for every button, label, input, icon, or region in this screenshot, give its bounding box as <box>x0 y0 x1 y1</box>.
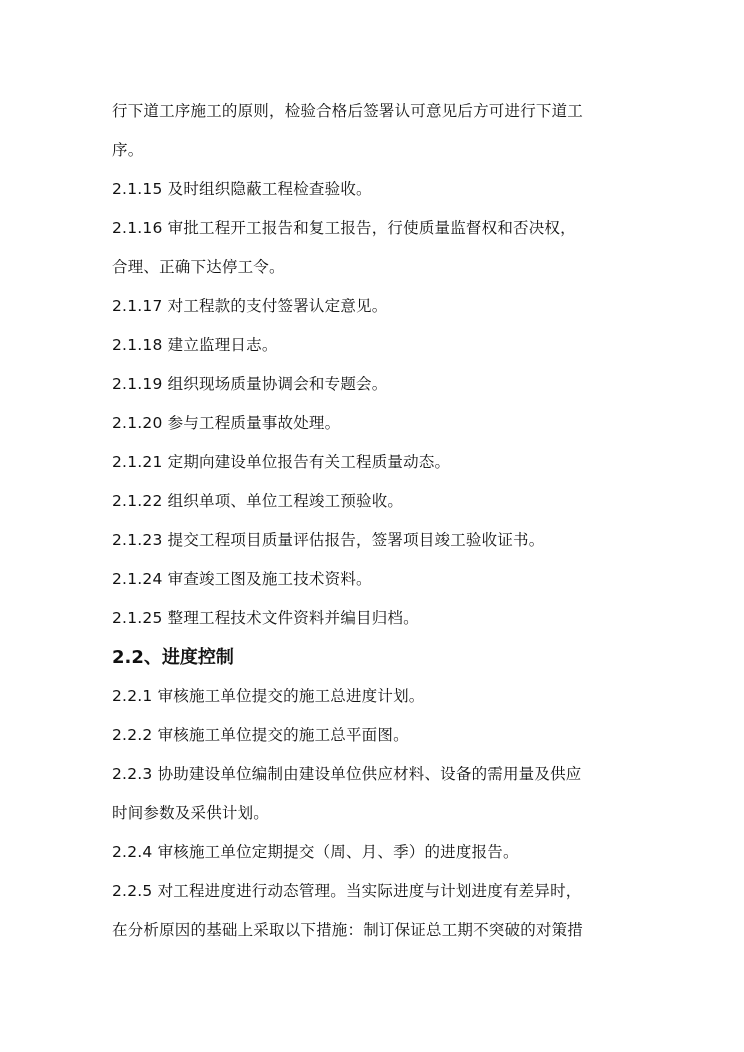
clause-2-2-5: 2.2.5 对工程进度进行动态管理。当实际进度与计划进度有差异时， <box>112 882 582 900</box>
paragraph-line: 在分析原因的基础上采取以下措施：制订保证总工期不突破的对策措 <box>112 921 584 939</box>
clause-2-1-16: 2.1.16 审批工程开工报告和复工报告，行使质量监督权和否决权， <box>112 219 576 237</box>
clause-2-1-19: 2.1.19 组织现场质量协调会和专题会。 <box>112 375 388 393</box>
clause-2-1-18: 2.1.18 建立监理日志。 <box>112 336 278 354</box>
clause-2-2-4: 2.2.4 审核施工单位定期提交（周、月、季）的进度报告。 <box>112 843 519 861</box>
clause-2-1-17: 2.1.17 对工程款的支付签署认定意见。 <box>112 297 388 315</box>
clause-2-2-3: 2.2.3 协助建设单位编制由建设单位供应材料、设备的需用量及供应 <box>112 765 582 783</box>
clause-2-2-2: 2.2.2 审核施工单位提交的施工总平面图。 <box>112 726 409 744</box>
clause-2-1-24: 2.1.24 审查竣工图及施工技术资料。 <box>112 570 372 588</box>
section-heading: 2.2、进度控制 <box>112 647 234 668</box>
clause-2-1-23: 2.1.23 提交工程项目质量评估报告，签署项目竣工验收证书。 <box>112 531 545 549</box>
clause-2-1-15: 2.1.15 及时组织隐蔽工程检查验收。 <box>112 180 372 198</box>
clause-2-1-21: 2.1.21 定期向建设单位报告有关工程质量动态。 <box>112 453 451 471</box>
clause-2-1-25: 2.1.25 整理工程技术文件资料并编目归档。 <box>112 609 419 627</box>
paragraph-line: 序。 <box>112 141 144 159</box>
paragraph-line: 时间参数及采供计划。 <box>112 804 270 822</box>
clause-2-1-22: 2.1.22 组织单项、单位工程竣工预验收。 <box>112 492 404 510</box>
paragraph-line: 行下道工序施工的原则，检验合格后签署认可意见后方可进行下道工 <box>112 102 584 120</box>
clause-2-2-1: 2.2.1 审核施工单位提交的施工总进度计划。 <box>112 687 425 705</box>
clause-2-1-20: 2.1.20 参与工程质量事故处理。 <box>112 414 341 432</box>
paragraph-line: 合理、正确下达停工令。 <box>112 258 285 276</box>
